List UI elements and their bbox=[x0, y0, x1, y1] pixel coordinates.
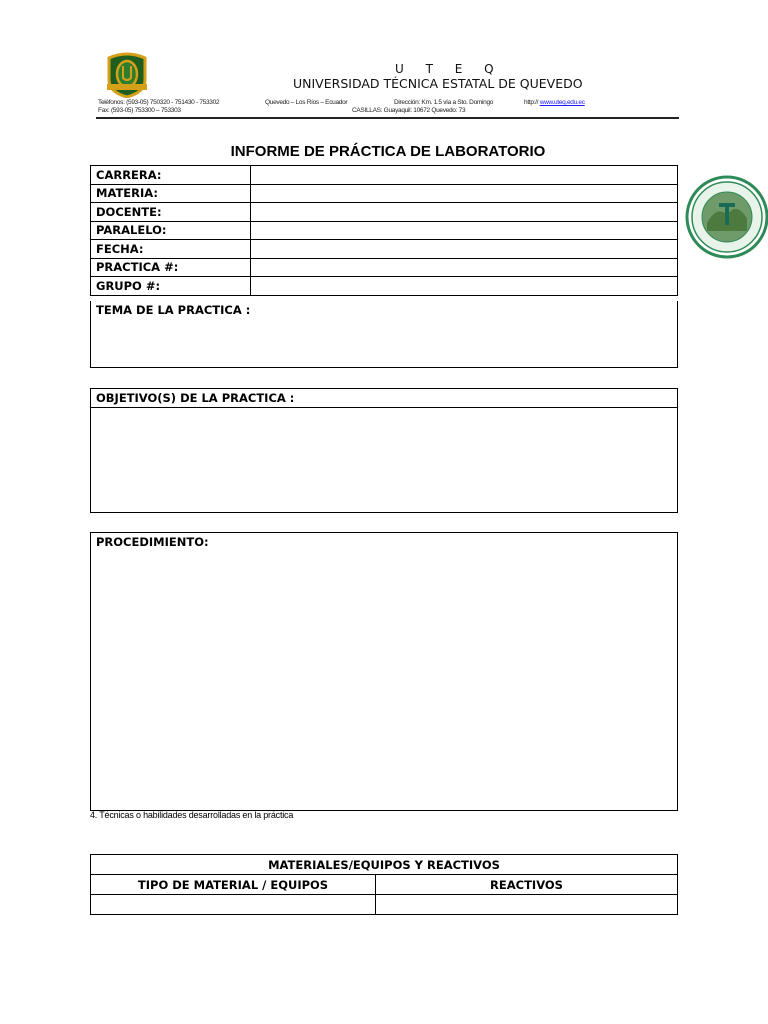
info-value-field[interactable] bbox=[251, 166, 678, 185]
table-row bbox=[91, 855, 678, 875]
university-seal bbox=[685, 175, 768, 259]
tecnicas-note: 4. Técnicas o habilidades desarrolladas en la práctica bbox=[90, 810, 294, 820]
table-row bbox=[91, 875, 678, 895]
info-label: PARALELO: bbox=[91, 221, 251, 240]
document-title: INFORME DE PRÁCTICA DE LABORATORIO bbox=[230, 143, 546, 160]
info-value-field[interactable] bbox=[251, 203, 678, 222]
header-phone: Teléfonos: (593-05) 750320 - 751430 - 753302 bbox=[98, 99, 220, 106]
tema-field[interactable] bbox=[90, 301, 678, 368]
info-value-field[interactable] bbox=[251, 240, 678, 259]
header-web-link[interactable]: www.uteq.edu.ec bbox=[539, 99, 585, 106]
table-row bbox=[91, 240, 678, 259]
info-label: CARRERA: bbox=[91, 166, 251, 185]
info-value-field[interactable] bbox=[251, 277, 678, 296]
info-table bbox=[90, 165, 678, 296]
university-acronym: U T E Q bbox=[395, 62, 503, 76]
table-row bbox=[91, 895, 678, 915]
header-address: Dirección: Km. 1.5 vía a Sto. Domingo bbox=[394, 99, 494, 106]
table-row bbox=[91, 221, 678, 240]
column-header-reactivos: REACTIVOS bbox=[376, 875, 678, 895]
table-row bbox=[91, 203, 678, 222]
objetivo-field[interactable] bbox=[90, 407, 678, 513]
info-value-field[interactable] bbox=[251, 258, 678, 277]
objetivo-label: OBJETIVO(S) DE LA PRACTICA : bbox=[96, 391, 295, 405]
equipos-cell[interactable] bbox=[91, 895, 376, 915]
header-divider bbox=[96, 117, 679, 119]
objetivo-header bbox=[90, 388, 678, 408]
table-row bbox=[91, 184, 678, 203]
column-header-equipos: TIPO DE MATERIAL / EQUIPOS bbox=[91, 875, 376, 895]
header-fax: Fax: (593-05) 753300 – 753303 bbox=[98, 107, 181, 114]
info-value-field[interactable] bbox=[251, 184, 678, 203]
materials-header: MATERIALES/EQUIPOS Y REACTIVOS bbox=[91, 855, 678, 875]
table-row bbox=[91, 258, 678, 277]
info-label: MATERIA: bbox=[91, 184, 251, 203]
table-row bbox=[91, 166, 678, 185]
info-value-field[interactable] bbox=[251, 221, 678, 240]
reactivos-cell[interactable] bbox=[376, 895, 678, 915]
info-label: GRUPO #: bbox=[91, 277, 251, 296]
header-web-prefix: http:// bbox=[524, 99, 539, 106]
university-logo bbox=[105, 52, 149, 98]
info-label: DOCENTE: bbox=[91, 203, 251, 222]
table-row bbox=[91, 277, 678, 296]
materials-table bbox=[90, 854, 678, 915]
info-label: PRACTICA #: bbox=[91, 258, 251, 277]
tema-label: TEMA DE LA PRACTICA : bbox=[96, 303, 251, 317]
info-label: FECHA: bbox=[91, 240, 251, 259]
header-city: Quevedo – Los Ríos – Ecuador bbox=[265, 99, 348, 106]
header-web bbox=[524, 99, 585, 106]
header-casillas: CASILLAS: Guayaquil: 10672 Quevedo: 73 bbox=[352, 107, 466, 114]
procedimiento-label: PROCEDIMIENTO: bbox=[96, 535, 209, 549]
university-name: UNIVERSIDAD TÉCNICA ESTATAL DE QUEVEDO bbox=[293, 76, 583, 91]
procedimiento-field[interactable] bbox=[90, 532, 678, 811]
